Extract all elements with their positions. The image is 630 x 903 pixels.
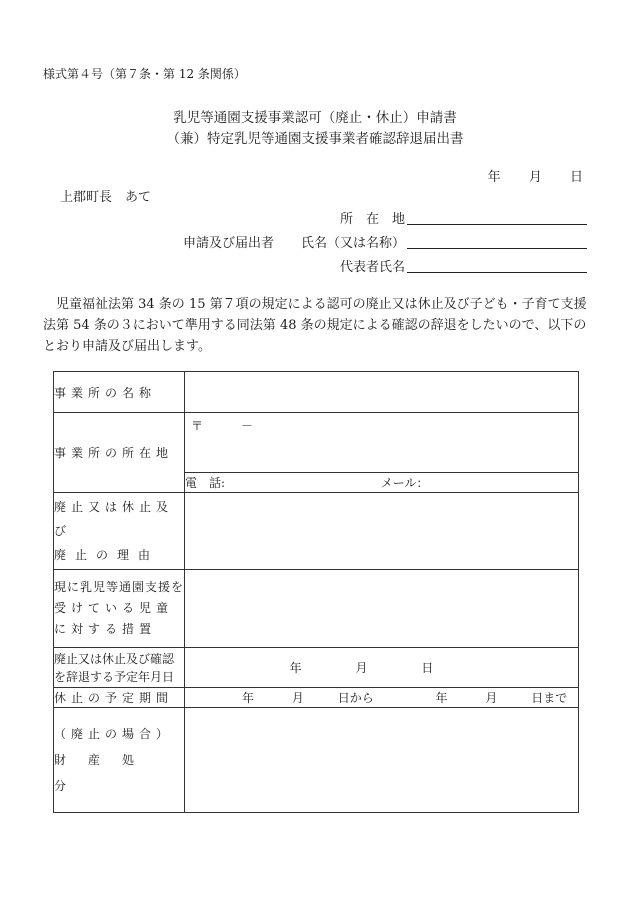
- office-address-label: 事業所の所在地: [54, 413, 185, 493]
- contact-row[interactable]: [185, 473, 579, 493]
- addressee: 上郡町長 あて: [60, 190, 152, 205]
- office-name-label: 事業所の名称: [54, 372, 185, 413]
- postal-code-dash: －: [240, 419, 253, 433]
- table-row: [54, 688, 579, 708]
- table-row: [54, 708, 579, 813]
- scheduled-date-field[interactable]: 年 月 日: [185, 648, 579, 688]
- date-day: 日: [569, 170, 584, 185]
- postal-code-mark: 〒: [191, 419, 204, 433]
- reason-field[interactable]: [185, 493, 579, 570]
- representative-name-field[interactable]: [407, 258, 587, 273]
- table-row: [54, 372, 579, 413]
- property-disposal-label: （廃止の場合） 財産処分: [54, 708, 185, 813]
- measures-label: 現に乳児等通園支援を 受けている児童 に対する措置: [54, 570, 185, 648]
- applicant-role-label: 申請及び届出者: [183, 236, 275, 251]
- applicant-address-label: 所 在 地: [339, 212, 405, 227]
- submission-date: [466, 166, 584, 185]
- table-row: [54, 493, 579, 570]
- suspension-period-field[interactable]: 年 月 日から 年 月 日まで: [185, 688, 579, 708]
- applicant-name-field[interactable]: [407, 234, 587, 249]
- application-form-table: [53, 371, 579, 813]
- scheduled-date-label: 廃止又は休止及び確認 を辞退する予定年月日: [54, 648, 185, 688]
- measures-field[interactable]: [185, 570, 579, 648]
- reason-label: 廃止又は休止及び 廃止の理由: [54, 493, 185, 570]
- suspension-period-label: 休止の予定期間: [54, 688, 185, 708]
- document-title: 乳児等通園支援事業認可（廃止・休止）申請書: [173, 110, 457, 126]
- document-subtitle: （兼）特定乳児等通園支援事業者確認辞退届出書: [166, 131, 464, 147]
- form-number: 様式第４号（第７条・第 12 条関係）: [43, 67, 246, 81]
- applicant-name-label: 氏名（又は名称）: [300, 236, 405, 251]
- table-row: [54, 413, 579, 473]
- representative-name-label: 代表者氏名: [339, 260, 405, 275]
- table-row: [54, 648, 579, 688]
- body-paragraph: 児童福祉法第 34 条の 15 第７項の規定による認可の廃止又は休止及び子ども・子育て支援法第 54 条の３において準用する同法第 48 条の規定による確認の辞退をしたいので、以下のとおり申請及び届出します。: [43, 297, 587, 354]
- date-month: 月: [528, 170, 543, 185]
- office-name-field[interactable]: [185, 372, 579, 413]
- date-year: 年: [487, 170, 502, 185]
- property-disposal-field[interactable]: [185, 708, 579, 813]
- table-row: [54, 570, 579, 648]
- phone-label: 電 話:: [185, 476, 226, 490]
- email-label: メール：: [380, 476, 429, 490]
- office-address-field[interactable]: [185, 413, 579, 473]
- applicant-address-field[interactable]: [407, 210, 587, 225]
